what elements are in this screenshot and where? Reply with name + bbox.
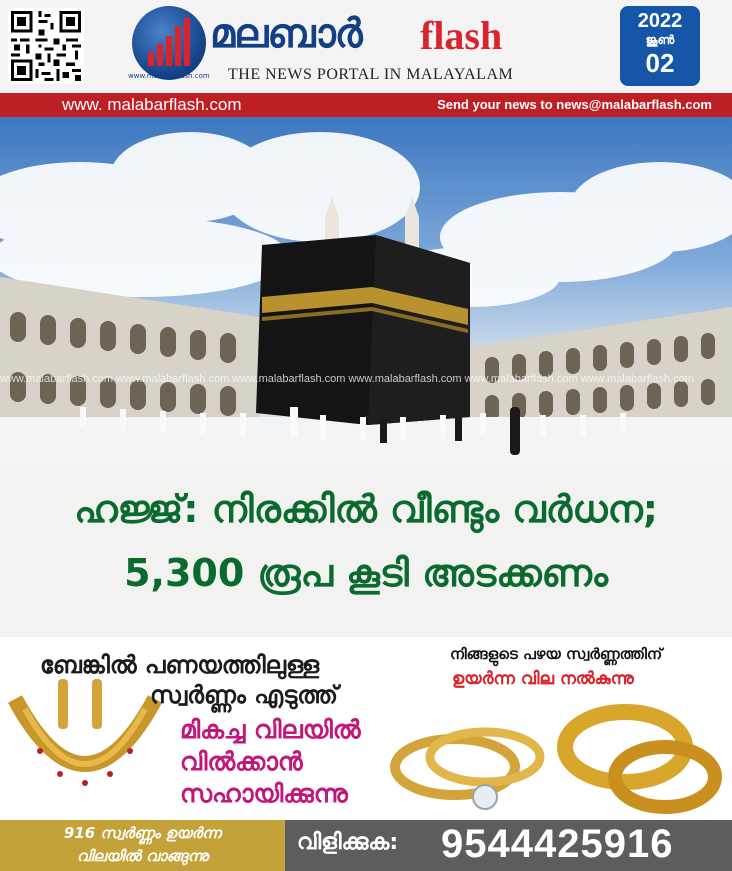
call-phone-number[interactable]: 9544425916 — [441, 822, 674, 866]
tagline: THE NEWS PORTAL IN MALAYALAM — [228, 66, 514, 83]
date-month: ജൂൺ — [645, 33, 675, 47]
ad-pink-line-1: മികച്ച വിലയിൽ — [180, 715, 361, 744]
send-news-email-link[interactable]: Send your news to news@malabarflash.com — [437, 97, 712, 112]
date-day: 02 — [645, 48, 675, 78]
photo-watermark: www.malabarflash.com www.malabarflash.com www.malabarflash.com www.malabarflash.com www.malabarflash.com www.malabarflash.com — [0, 373, 694, 385]
call-label: വിളിക്കുക: — [297, 830, 399, 855]
headline-panel — [0, 471, 732, 637]
ad-footer-left-line-2: വിലയിൽ വാങ്ങുന്നു — [76, 847, 209, 865]
necklace-icon — [0, 679, 170, 819]
headline-line-2: 5,300 രൂപ കൂടി അടക്കണം — [124, 551, 608, 595]
ad-call-panel — [285, 820, 732, 871]
info-bar — [0, 93, 732, 117]
qr-code[interactable] — [8, 8, 84, 84]
ad-pink-line-2: വിൽക്കാൻ — [180, 747, 303, 776]
date-badge — [620, 6, 700, 86]
masthead — [0, 0, 732, 93]
ad-footer-left — [0, 820, 285, 871]
headline-line-1: ഹജ്ജ്: നിരക്കിൽ വീണ്ടും വർധന; — [74, 487, 658, 531]
ad-pink-line-3: സഹായിക്കുന്നു — [180, 779, 348, 808]
gold-rings-icon — [385, 697, 725, 817]
date-year: 2022 — [637, 10, 683, 32]
ad-footer-left-line-1: 916 സ്വർണ്ണം ഉയർന്ന — [63, 824, 222, 842]
brand-name-malayalam: മലബാർ — [210, 11, 362, 57]
ad-right-line-1: നിങ്ങളുടെ പഴയ സ്വർണ്ണത്തിന് — [450, 645, 663, 663]
brand-name-flash: flash — [420, 13, 503, 58]
logo-ring-text: www.malabarflash.com — [128, 72, 210, 80]
logo-globe-icon — [132, 6, 206, 80]
ad-left-line-2: സ്വർണ്ണം എടുത്ത് — [150, 681, 338, 709]
ad-right-line-2: ഉയർന്ന വില നൽകുന്നു — [452, 669, 634, 689]
ad-left-line-1: ബേങ്കിൽ പണയത്തിലുള്ള — [40, 651, 320, 679]
site-url-link[interactable]: www. malabarflash.com — [62, 95, 242, 114]
kaaba-photo — [0, 117, 732, 471]
